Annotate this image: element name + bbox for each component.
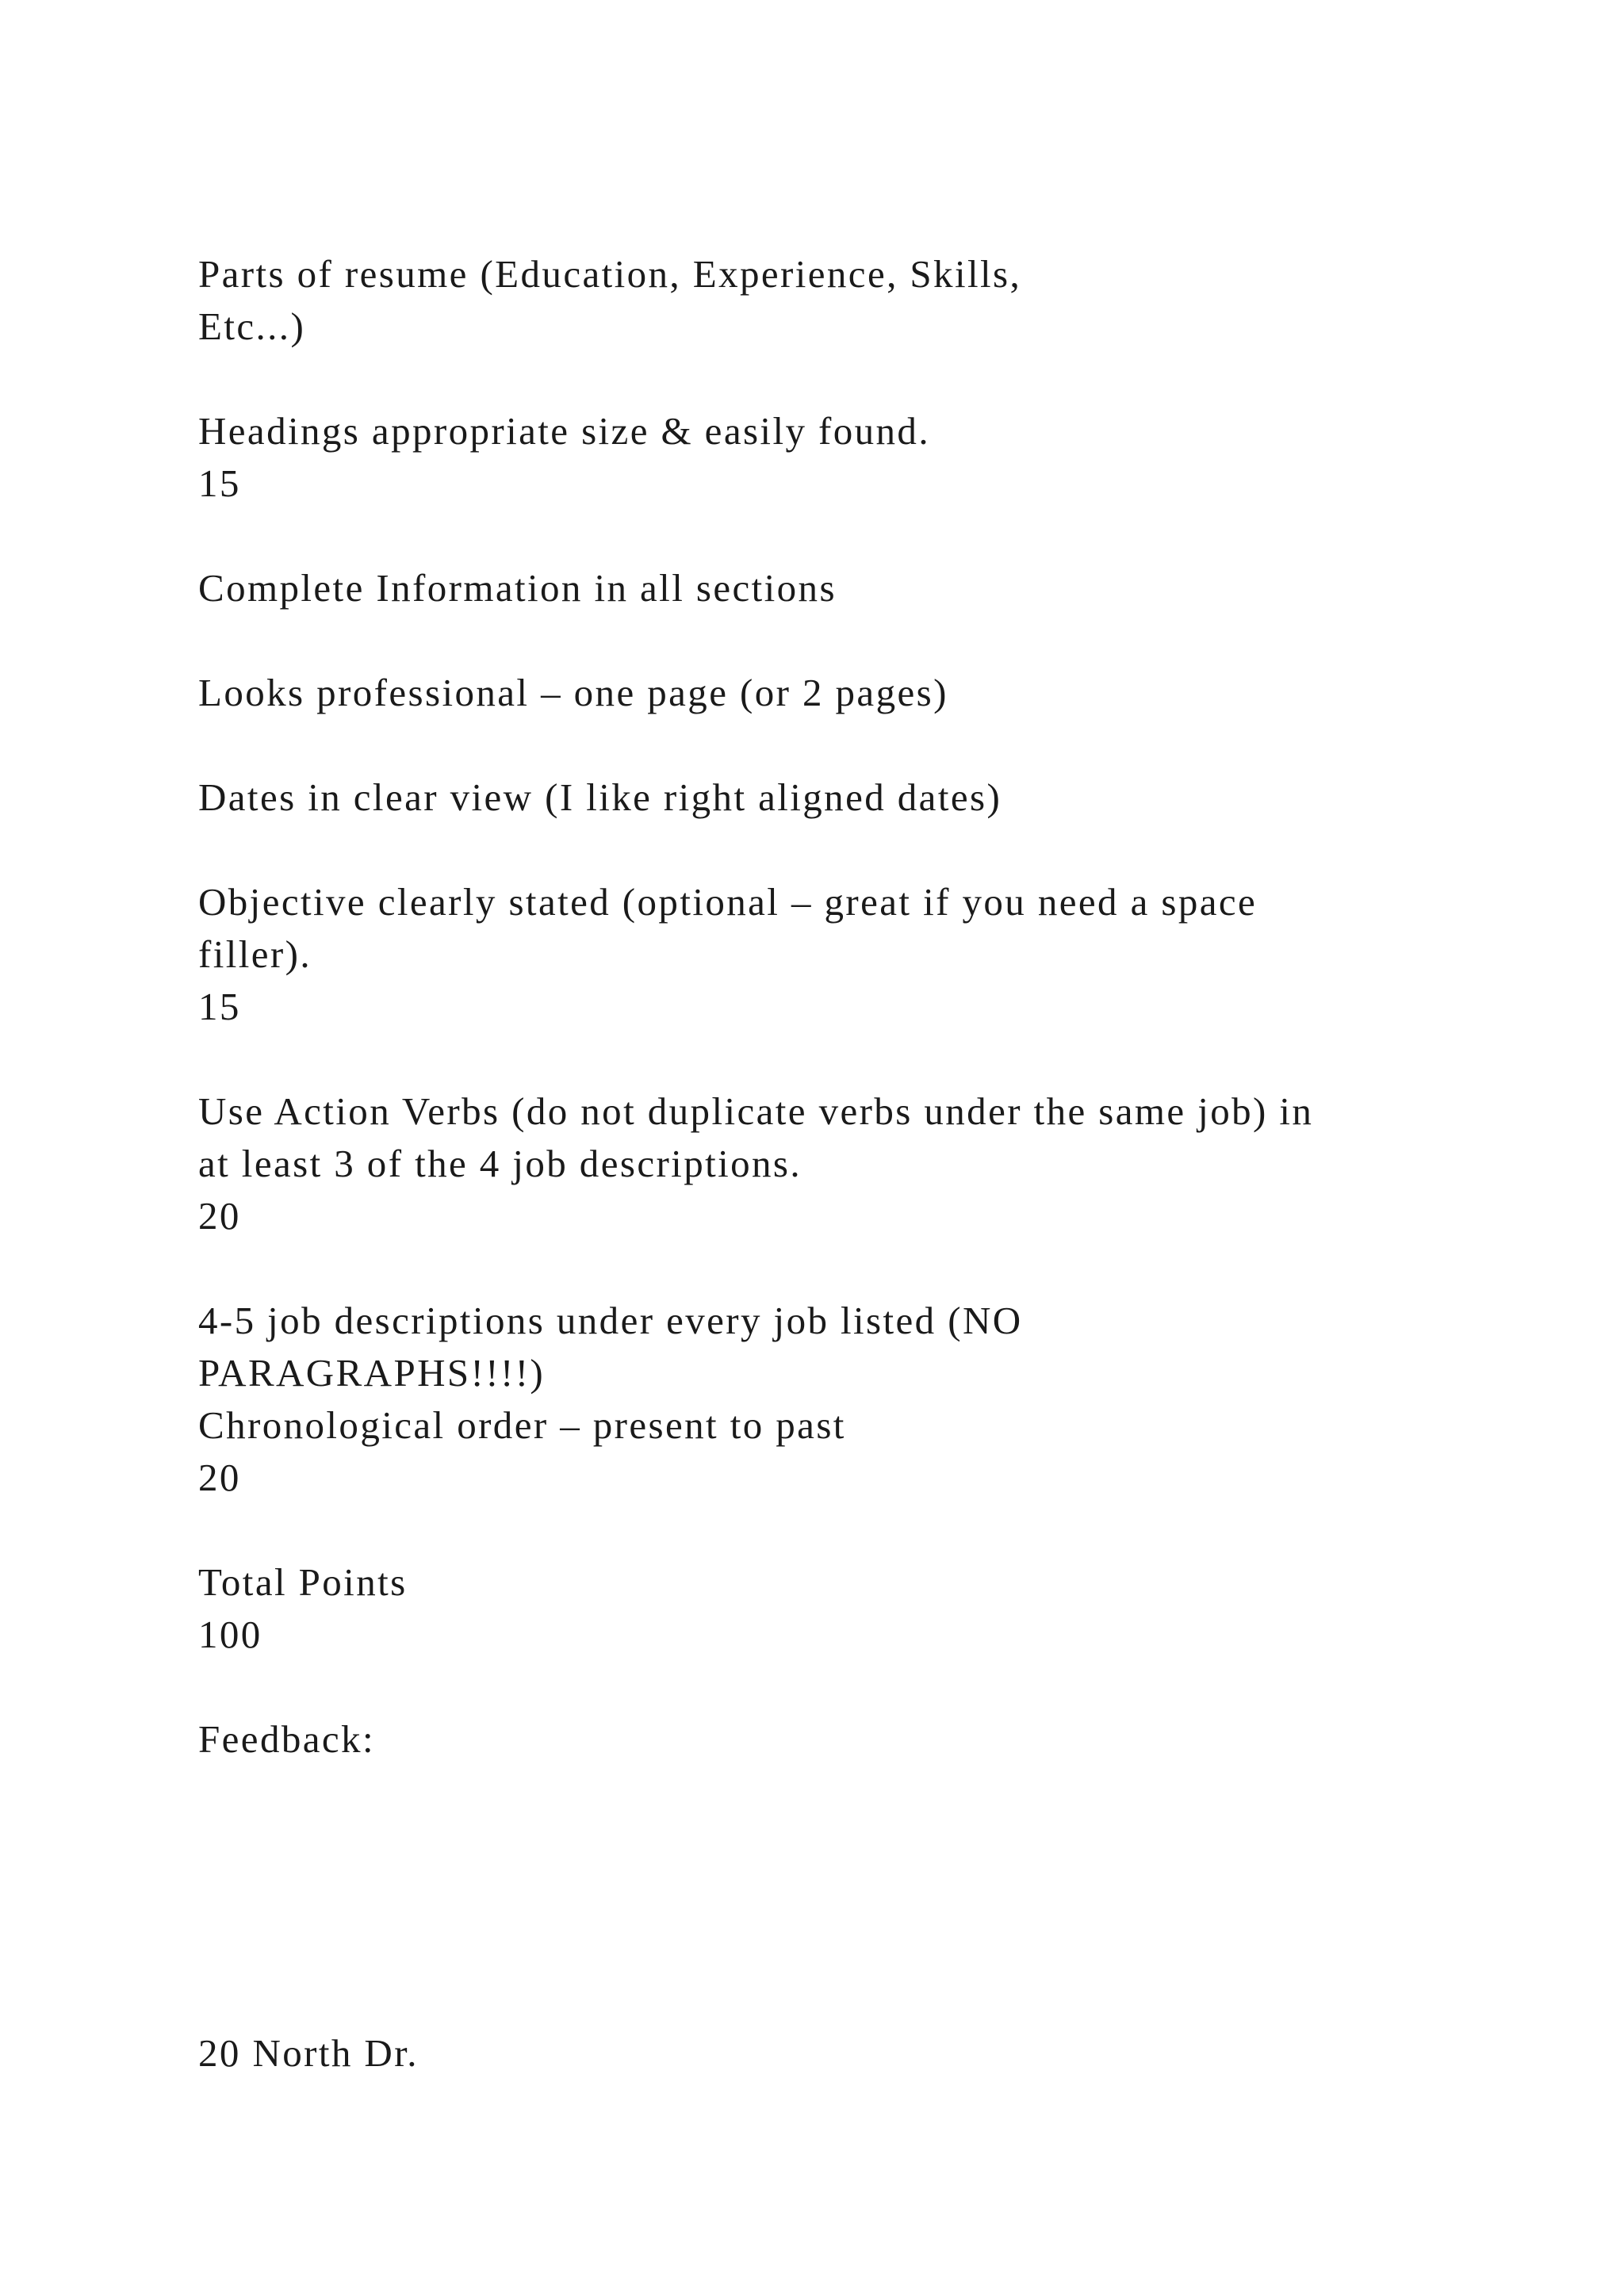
text-line: Looks professional – one page (or 2 pages) [198, 671, 948, 714]
points-value: 20 [198, 1194, 241, 1238]
points-value: 15 [198, 985, 241, 1028]
points-value: 20 [198, 1456, 241, 1499]
text-line: Etc...) [198, 304, 306, 348]
feedback-label: Feedback: [198, 1717, 375, 1761]
text-line: Complete Information in all sections [198, 566, 837, 610]
text-line: Headings appropriate size & easily found. [198, 409, 930, 453]
text-line: Chronological order – present to past [198, 1403, 846, 1447]
text-line: Parts of resume (Education, Experience, Skills, [198, 252, 1022, 296]
text-line: filler). [198, 932, 312, 976]
text-line: Objective clearly stated (optional – great if you need a space [198, 880, 1258, 924]
text-line: at least 3 of the 4 job descriptions. [198, 1142, 802, 1185]
total-points-value: 100 [198, 1613, 262, 1656]
total-points-label: Total Points [198, 1560, 408, 1604]
text-line: Use Action Verbs (do not duplicate verbs under the same job) in [198, 1089, 1314, 1133]
text-line: Dates in clear view (I like right aligned dates) [198, 775, 1002, 819]
text-line: PARAGRAPHS!!!!) [198, 1351, 546, 1395]
address-line: 20 North Dr. [198, 2031, 419, 2075]
text-line: 4-5 job descriptions under every job listed (NO [198, 1299, 1023, 1342]
points-value: 15 [198, 461, 241, 505]
